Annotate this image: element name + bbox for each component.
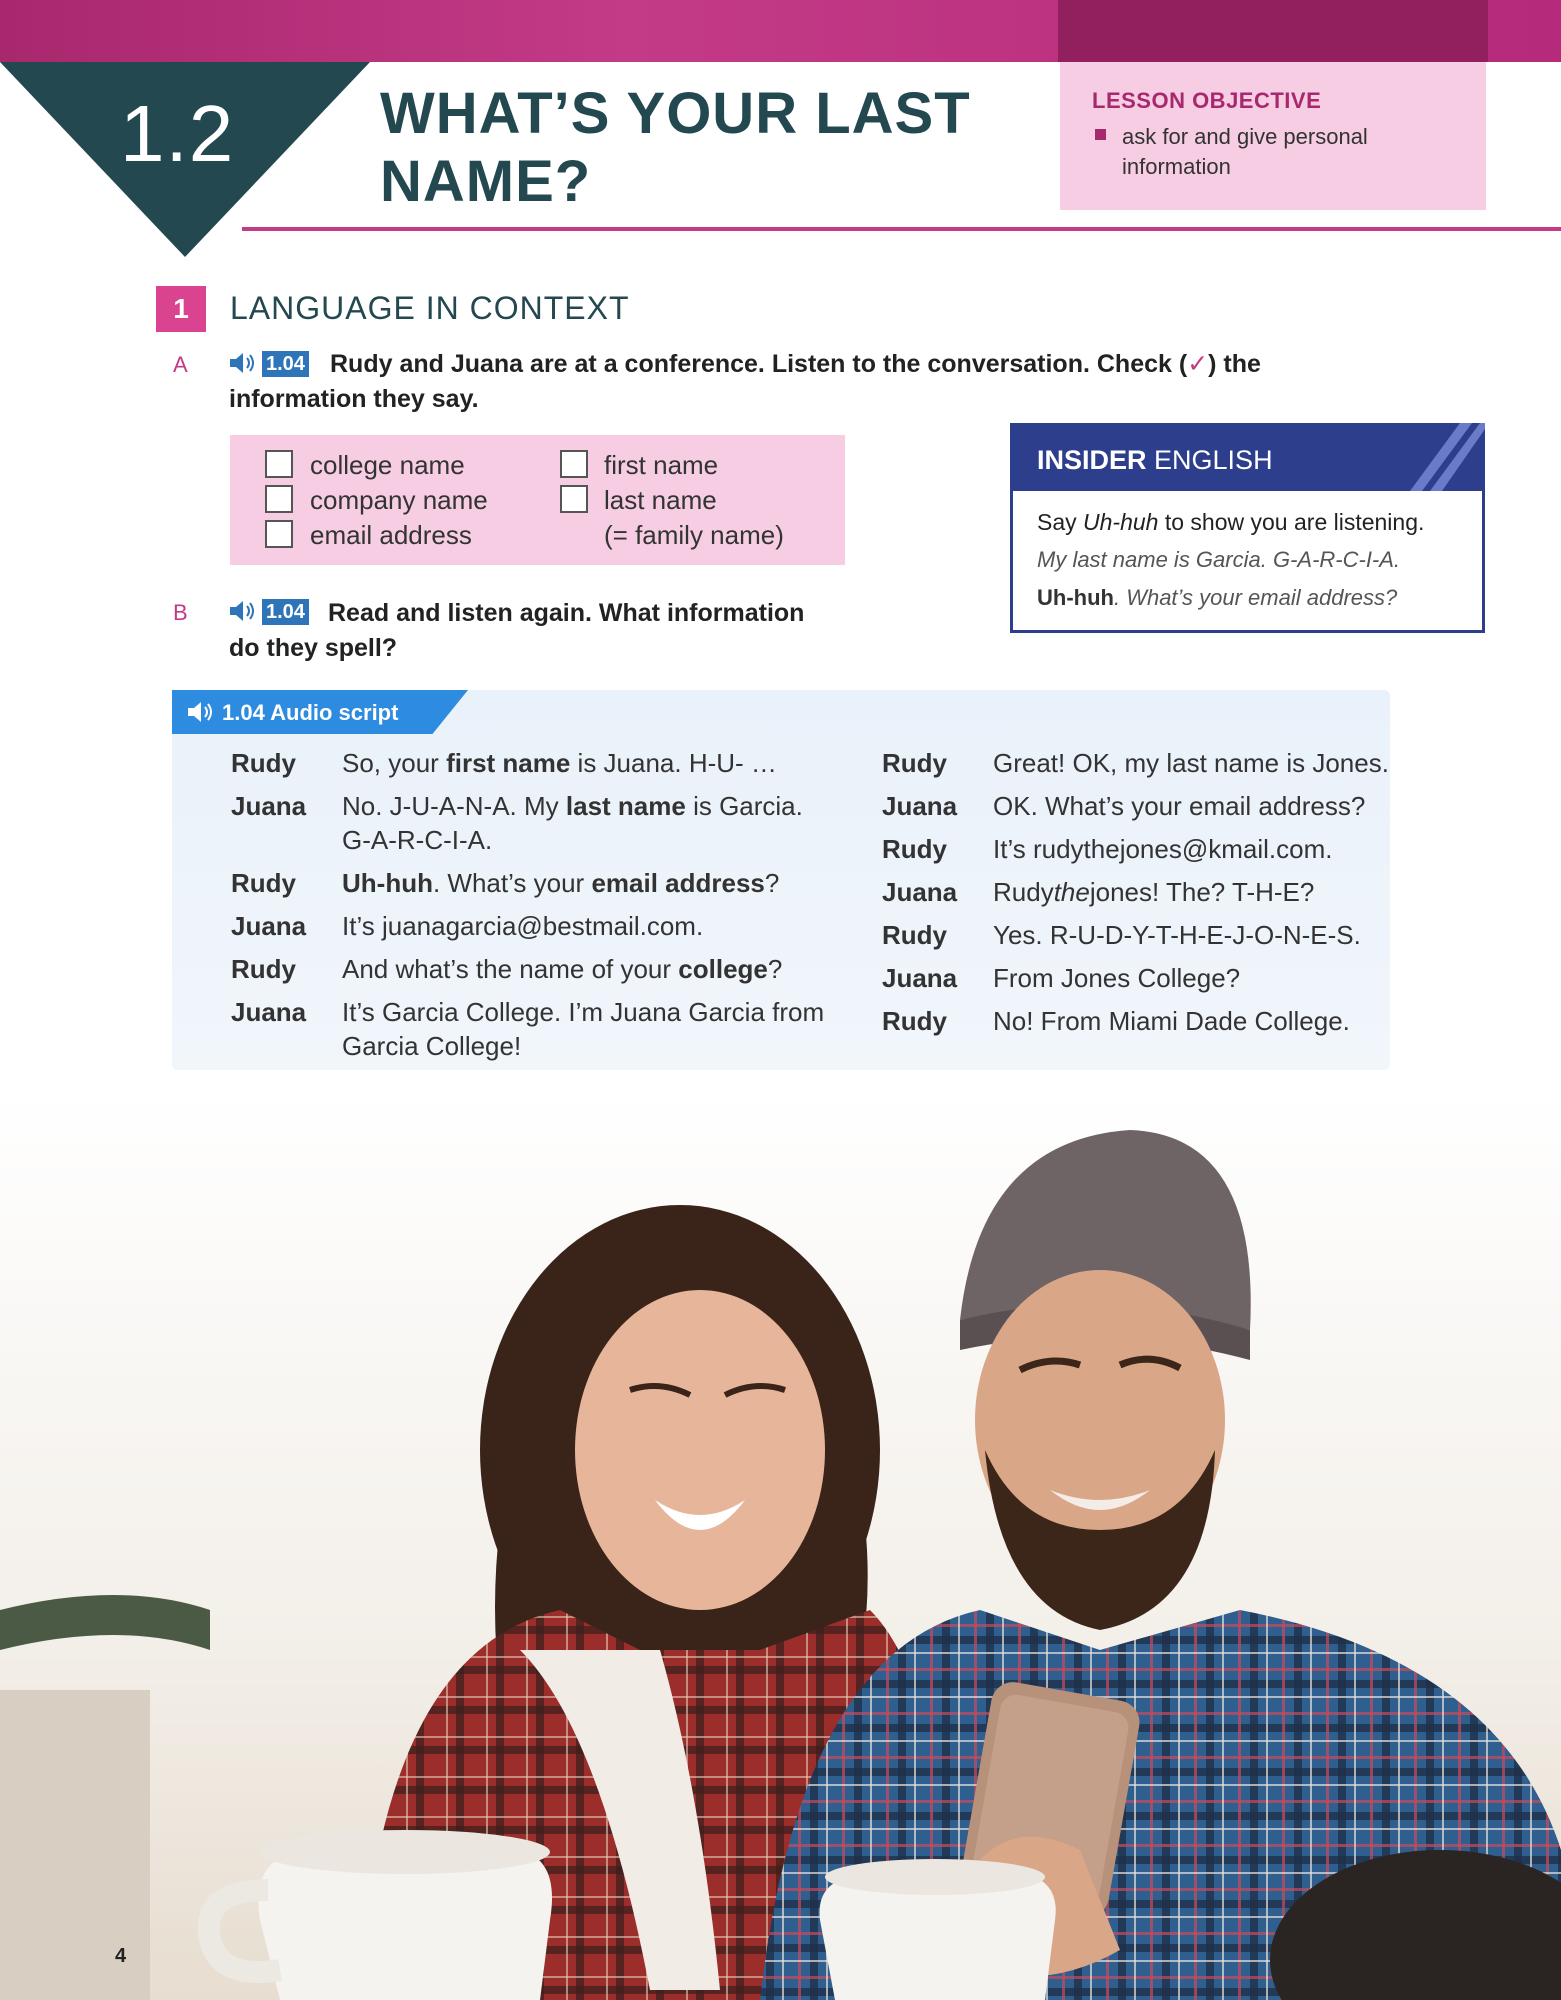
- option-last-name: last name: [604, 485, 717, 515]
- speaker-name: Rudy: [231, 954, 296, 984]
- section-title: LANGUAGE IN CONTEXT: [230, 290, 630, 326]
- insider-line-3: [1037, 585, 1397, 611]
- speaker-icon[interactable]: [228, 600, 256, 622]
- script-line-continued: G-A-R-C-I-A.: [342, 825, 493, 855]
- text-segment: is Garcia.: [685, 791, 803, 821]
- speaker-name: Rudy: [882, 834, 947, 864]
- top-banner-dark-segment: [1058, 0, 1488, 62]
- task-a-text-1-end: ) the: [1208, 350, 1261, 378]
- task-a-letter: A: [173, 352, 188, 377]
- speaker-name: Rudy: [882, 920, 947, 950]
- text-segment: jones! The? T-H-E?: [1089, 877, 1315, 907]
- square-bullet-icon: [1095, 129, 1106, 140]
- speaker-name: Juana: [882, 791, 958, 821]
- task-a-text-1: Rudy and Juana are at a conference. Listen to the conversation. Check (: [330, 350, 1188, 378]
- text-segment: And what’s the name of your: [342, 954, 679, 984]
- bold-segment: last name: [565, 791, 686, 821]
- speaker-icon[interactable]: [228, 352, 256, 374]
- text-segment: is Juana. H-U- …: [570, 748, 777, 778]
- bold-segment: Uh-huh: [342, 868, 433, 898]
- option-first-name: first name: [604, 450, 719, 480]
- speaker-icon[interactable]: [186, 701, 214, 723]
- script-line: [342, 866, 779, 900]
- option-last-name-note: (= family name): [604, 520, 784, 550]
- script-line: It’s Garcia College. I’m Juana Garcia from: [342, 997, 825, 1027]
- speaker-name: Juana: [231, 997, 307, 1027]
- bold-segment: email address: [591, 868, 765, 898]
- audio-script-label: 1.04 Audio script: [222, 700, 399, 725]
- check-mark-icon: ✓: [1187, 350, 1209, 378]
- speaker-name: Rudy: [231, 748, 296, 778]
- script-line: No! From Miami Dade College.: [993, 1006, 1350, 1036]
- insider-line-1b: to show you are listening.: [1158, 509, 1425, 535]
- insider-english-title: [1037, 445, 1273, 476]
- checkbox-last-name[interactable]: [560, 485, 588, 513]
- option-email-address: email address: [310, 520, 472, 550]
- photo-illustration: [0, 1090, 1561, 2000]
- bold-segment: college: [678, 954, 768, 984]
- speaker-name: Juana: [882, 963, 958, 993]
- text-segment: . What’s your: [432, 868, 592, 898]
- script-line: [342, 789, 803, 823]
- speaker-name: Juana: [882, 877, 958, 907]
- text-segment: So, your: [342, 748, 447, 778]
- script-line: [993, 875, 1314, 909]
- option-college-name: college name: [310, 450, 465, 480]
- lesson-objective-heading: LESSON OBJECTIVE: [1092, 88, 1322, 113]
- objective-line-1: ask for and give personal: [1122, 124, 1368, 149]
- page-title: [380, 80, 1020, 216]
- checkbox-email-address[interactable]: [265, 520, 293, 548]
- text-segment: ?: [764, 868, 780, 898]
- insider-line-3-bold: Uh-huh: [1037, 585, 1114, 610]
- script-line: From Jones College?: [993, 963, 1241, 993]
- task-a-instruction-line-2: information they say.: [229, 385, 479, 413]
- text-segment: ?: [767, 954, 783, 984]
- photo-woman-and-man-looking-at-phone: [0, 1090, 1561, 2000]
- insider-line-3-rest: . What’s your email address?: [1113, 585, 1398, 610]
- speaker-name: Rudy: [231, 868, 296, 898]
- page-number: 4: [115, 1945, 127, 1967]
- title-line-2: NAME?: [380, 149, 592, 214]
- header-rule: [242, 227, 1561, 231]
- speaker-name: Juana: [231, 911, 307, 941]
- checkbox-college-name[interactable]: [265, 450, 293, 478]
- title-line-1: WHAT’S YOUR LAST: [380, 81, 971, 146]
- italic-segment: the: [1053, 877, 1090, 907]
- task-b-instruction-line-2: do they spell?: [229, 634, 398, 662]
- track-number-a[interactable]: 1.04: [262, 351, 309, 377]
- bold-segment: first name: [446, 748, 571, 778]
- insider-line-1: [1037, 509, 1424, 536]
- task-a-instruction-line-1: [330, 347, 1261, 381]
- task-b-instruction-line-1: Read and listen again. What information: [328, 599, 805, 627]
- insider-line-1-em: Uh-huh: [1083, 509, 1159, 535]
- insider-line-2: My last name is Garcia. G-A-R-C-I-A.: [1037, 547, 1401, 572]
- checkbox-first-name[interactable]: [560, 450, 588, 478]
- option-company-name: company name: [310, 485, 488, 515]
- script-line: OK. What’s your email address?: [993, 791, 1366, 821]
- script-line: Yes. R-U-D-Y-T-H-E-J-O-N-E-S.: [993, 920, 1361, 950]
- speaker-name: Rudy: [882, 748, 947, 778]
- track-number-b[interactable]: 1.04: [262, 599, 309, 625]
- script-line: [342, 952, 782, 986]
- speaker-name: Rudy: [882, 1006, 947, 1036]
- text-segment: Rudy: [993, 877, 1054, 907]
- script-line: It’s juanagarcia@bestmail.com.: [342, 911, 704, 941]
- script-line: It’s rudythejones@kmail.com.: [993, 834, 1333, 864]
- lesson-number: 1.2: [120, 89, 235, 178]
- section-number-badge: 1: [156, 286, 206, 332]
- lesson-objective-text: [1122, 122, 1462, 182]
- checkbox-company-name[interactable]: [265, 485, 293, 513]
- insider-line-1a: Say: [1037, 509, 1084, 535]
- text-segment: No. J-U-A-N-A. My: [342, 791, 566, 821]
- insider-title-rest: ENGLISH: [1146, 445, 1273, 475]
- speaker-name: Juana: [231, 791, 307, 821]
- task-b-letter: B: [173, 600, 188, 625]
- script-line: [342, 746, 777, 780]
- objective-line-2: information: [1122, 154, 1231, 179]
- script-line: Great! OK, my last name is Jones.: [993, 748, 1389, 778]
- script-line-continued: Garcia College!: [342, 1031, 522, 1061]
- insider-title-bold: INSIDER: [1037, 445, 1147, 475]
